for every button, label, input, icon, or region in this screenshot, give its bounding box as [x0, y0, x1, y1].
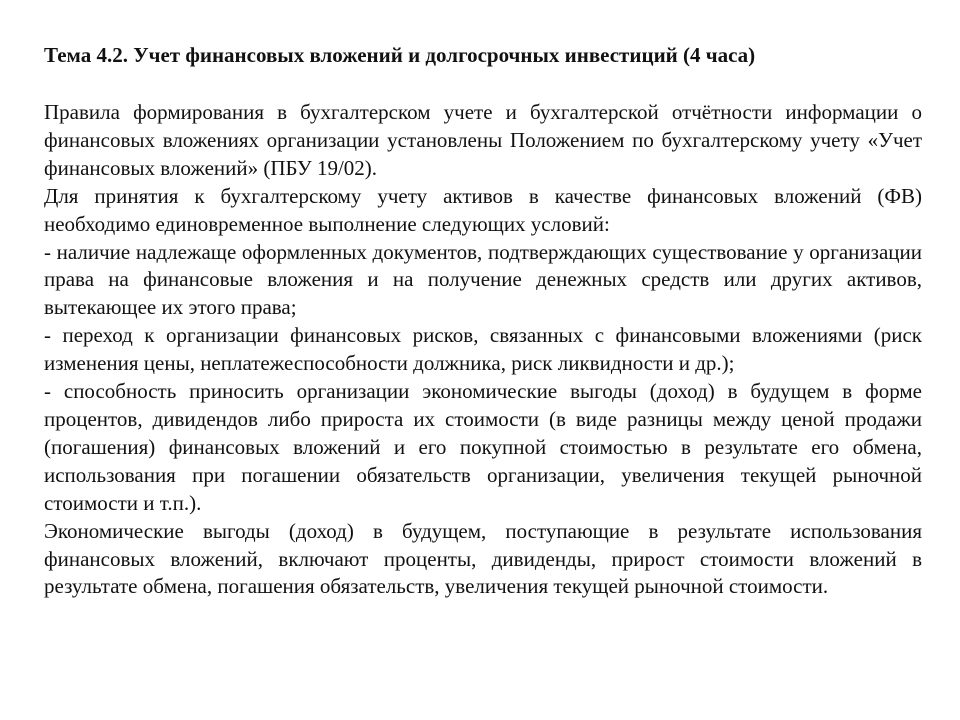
paragraph-conditions-intro: Для принятия к бухгалтерскому учету активов в качестве финансовых вложений (ФВ) необходимо единовременное выполнение следующих условий:: [44, 183, 922, 236]
paragraph-economic-benefits: Экономические выгоды (доход) в будущем, поступающие в результате использования финансовых вложений, включают проценты, дивиденды, прирост стоимости вложений в результате обмена, погашения обязательств, увеличения текущей рыночной стоимости.: [44, 518, 922, 599]
list-item-risks: - переход к организации финансовых рисков, связанных с финансовыми вложениями (риск изменения цены, неплатежеспособности должника, риск ликвидности и др.);: [44, 323, 922, 376]
list-item-documents: - наличие надлежаще оформленных документов, подтверждающих существование у организации права на финансовые вложения и на получение денежных средств или других активов, вытекающее их этого права;: [44, 239, 922, 320]
list-item-economic-benefits: - способность приносить организации экономические выгоды (доход) в будущем в форме процентов, дивидендов либо прироста их стоимости (в виде разницы между ценой продажи (погашения) финансовых вложений и его покупной стоимостью в результате его обмена, использования при погашении обязательств организации, увеличения текущей рыночной стоимости и т.п.).: [44, 379, 922, 515]
slide-body: [44, 99, 922, 601]
slide-title: Тема 4.2. Учет финансовых вложений и долгосрочных инвестиций (4 часа): [44, 43, 756, 67]
paragraph-pbu-intro: Правила формирования в бухгалтерском учете и бухгалтерской отчётности информации о финансовых вложениях организации установлены Положением по бухгалтерскому учету «Учет финансовых вложений» (ПБУ 19/02).: [44, 100, 922, 180]
